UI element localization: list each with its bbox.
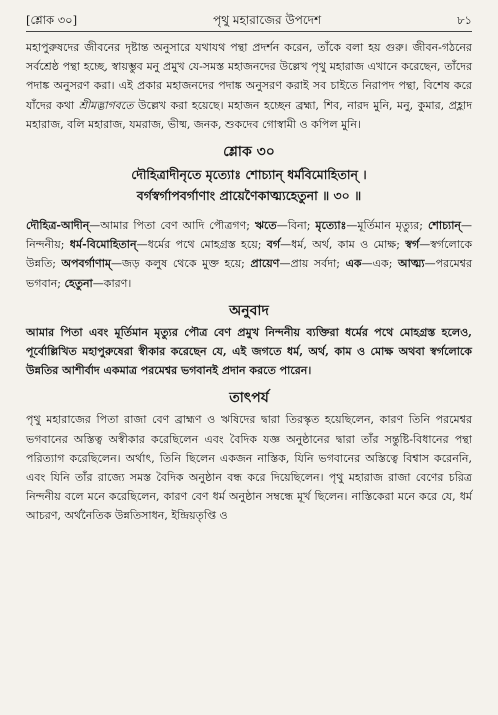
synonym-term: স্বর্গ xyxy=(405,238,420,252)
synonym-meaning: —এক; xyxy=(361,257,398,271)
purport-text: পৃথু মহারাজের পিতা রাজা বেণ ব্রাহ্মণ ও ঋষিদের দ্বারা তিরস্কৃত হয়েছিলেন, কারণ তিনি পরমেশ্বর ভগবানের অস্তিত্ব অস্বীকার করেছিলেন এবং বৈদিক যজ্ঞ অনুষ্ঠানের দ্বারা তাঁর সন্তুষ্টি-বিধানের পন্থা পরিত্যাগ করেছিলেন। অর্থাৎ, তিনি ছিলেন একজন নাস্তিক, যিনি ভগবানের অস্তিত্বে বিশ্বাস করেননি, এবং যিনি তাঁর রাজ্যে সমস্ত বৈদিক অনুষ্ঠান বন্ধ করে দিয়েছিলেন। পৃথু মহারাজ রাজা বেণের চরিত্র নিন্দনীয় বলে মনে করেছিলেন, কারণ বেণ ধর্ম অনুষ্ঠান সম্বন্ধে মূর্খ ছিলেন। নাস্তিকেরা মনে করে যে, ধর্ম আচরণ, অর্থনৈতিক উন্নতিসাধন, ইন্দ্রিয়তৃপ্তি ও xyxy=(26,413,472,523)
synonyms-paragraph xyxy=(26,216,472,293)
synonym-meaning: —নিন্দনীয়; xyxy=(26,219,472,252)
header-page-number: ৮১ xyxy=(457,13,472,27)
synonym-meaning: —ধর্মের পথে মোহগ্রস্ত হয়ে; xyxy=(136,238,267,252)
verse-title: শ্লোক ৩০ xyxy=(223,144,275,161)
synonym-meaning: —কারণ। xyxy=(92,276,132,290)
synonym-meaning: —মূর্তিমান মৃত্যুর; xyxy=(346,219,428,233)
synonym-term: এক xyxy=(345,257,362,271)
synonym-term: বর্গ xyxy=(266,238,281,252)
synonym-term: প্রায়েণ xyxy=(250,257,280,271)
synonym-term: দৌহিত্র-আদীন্ xyxy=(26,219,90,233)
synonym-term: ধর্ম-বিমোহিতান্ xyxy=(69,238,137,252)
synonym-term: আত্ম্য xyxy=(398,257,425,271)
synonym-meaning: —জড় কলুষ থেকে মুক্ত হয়ে; xyxy=(111,257,251,271)
intro-text-1: মহাপুরুষদের জীবনের দৃষ্টান্ত অনুসারে যথাযথ পন্থা প্রদর্শন করেন, তাঁকে বলা হয় গুরু। জীবন-গঠনের সর্বশ্রেষ্ঠ পন্থা হচ্ছে, স্বায়ম্ভুব মনু প্রমুখ যে-সমস্ত মহাজনদের উল্লেখ পৃথু মহারাজ এখানে করেছেন, তাঁদের পদাঙ্ক অনুসরণ করা। এই প্রকার মহাজনদের পদাঙ্ক অনুসরণ করাই সব চাইতে নিরাপদ পন্থা, বিশেষ করে যাঁদের কথা xyxy=(26,41,472,112)
synonym-meaning: —বিনা; xyxy=(276,219,316,233)
page-header xyxy=(26,12,472,32)
verse-line-2: বর্গস্বর্গাপবর্গাণাং প্রায়েণৈকাত্ম্যহেতুনা ॥ ৩০ ॥ xyxy=(136,188,362,204)
intro-text-italic: শ্রীমদ্ভাগবতে xyxy=(78,98,134,112)
intro-text-2: উল্লেখ করা হয়েছে। মহাজন হচ্ছেন ব্রহ্মা, শিব, নারদ মুনি, মনু, কুমার, প্রহ্লাদ মহারাজ, বলি মহারাজ, যমরাজ, ভীষ্ম, জনক, শুকদেব গোস্বামী ও কপিল মুনি। xyxy=(26,98,472,131)
synonym-term: ঋতে xyxy=(254,219,277,233)
translation-text: আমার পিতা এবং মূর্তিমান মৃত্যুর পৌত্র বেণ প্রমুখ নিন্দনীয় ব্যক্তিরা ধর্মের পথে মোহগ্রস্ত হলেও, পূর্বোল্লিখিত মহাপুরুষেরা স্বীকার করেছেন যে, এই জগতে ধর্ম, অর্থ, কাম ও মোক্ষ অথবা স্বর্গলোকে উন্নতির আশীর্বাদ একমাত্র পরমেশ্বর ভগবানই প্রদান করতে পারেন। xyxy=(26,325,472,378)
synonym-meaning: —পরমেশ্বর ভগবান; xyxy=(26,257,473,290)
synonym-term: অপবর্গাণাম্ xyxy=(61,257,112,271)
header-verse-ref: [শ্লোক ৩০] xyxy=(26,13,78,27)
synonym-meaning: —ধর্ম, অর্থ, কাম ও মোক্ষ; xyxy=(280,238,406,252)
synonym-term: মৃত্যোঃ xyxy=(315,219,347,233)
synonym-term: শোচ্যান্ xyxy=(427,219,461,233)
purport-title: তাৎপর্য xyxy=(229,390,269,407)
synonym-meaning: —প্রায় সর্বদা; xyxy=(279,257,346,271)
synonym-meaning: —আমার পিতা বেণ আদি পৌত্রগণ; xyxy=(89,219,255,233)
synonym-term: হেতুনা xyxy=(64,276,93,290)
intro-paragraph xyxy=(26,38,472,134)
header-chapter-title: পৃথু মহারাজের উপদেশ xyxy=(213,13,322,27)
verse-line-1: দৌহিত্রাদীনৃতে মৃত্যোঃ শোচ্যান্ ধর্মবিমোহিতান্ । xyxy=(131,167,367,183)
translation-title: অনুবাদ xyxy=(229,302,269,319)
synonym-meaning: —স্বর্গলোকে উন্নতি; xyxy=(26,238,473,271)
